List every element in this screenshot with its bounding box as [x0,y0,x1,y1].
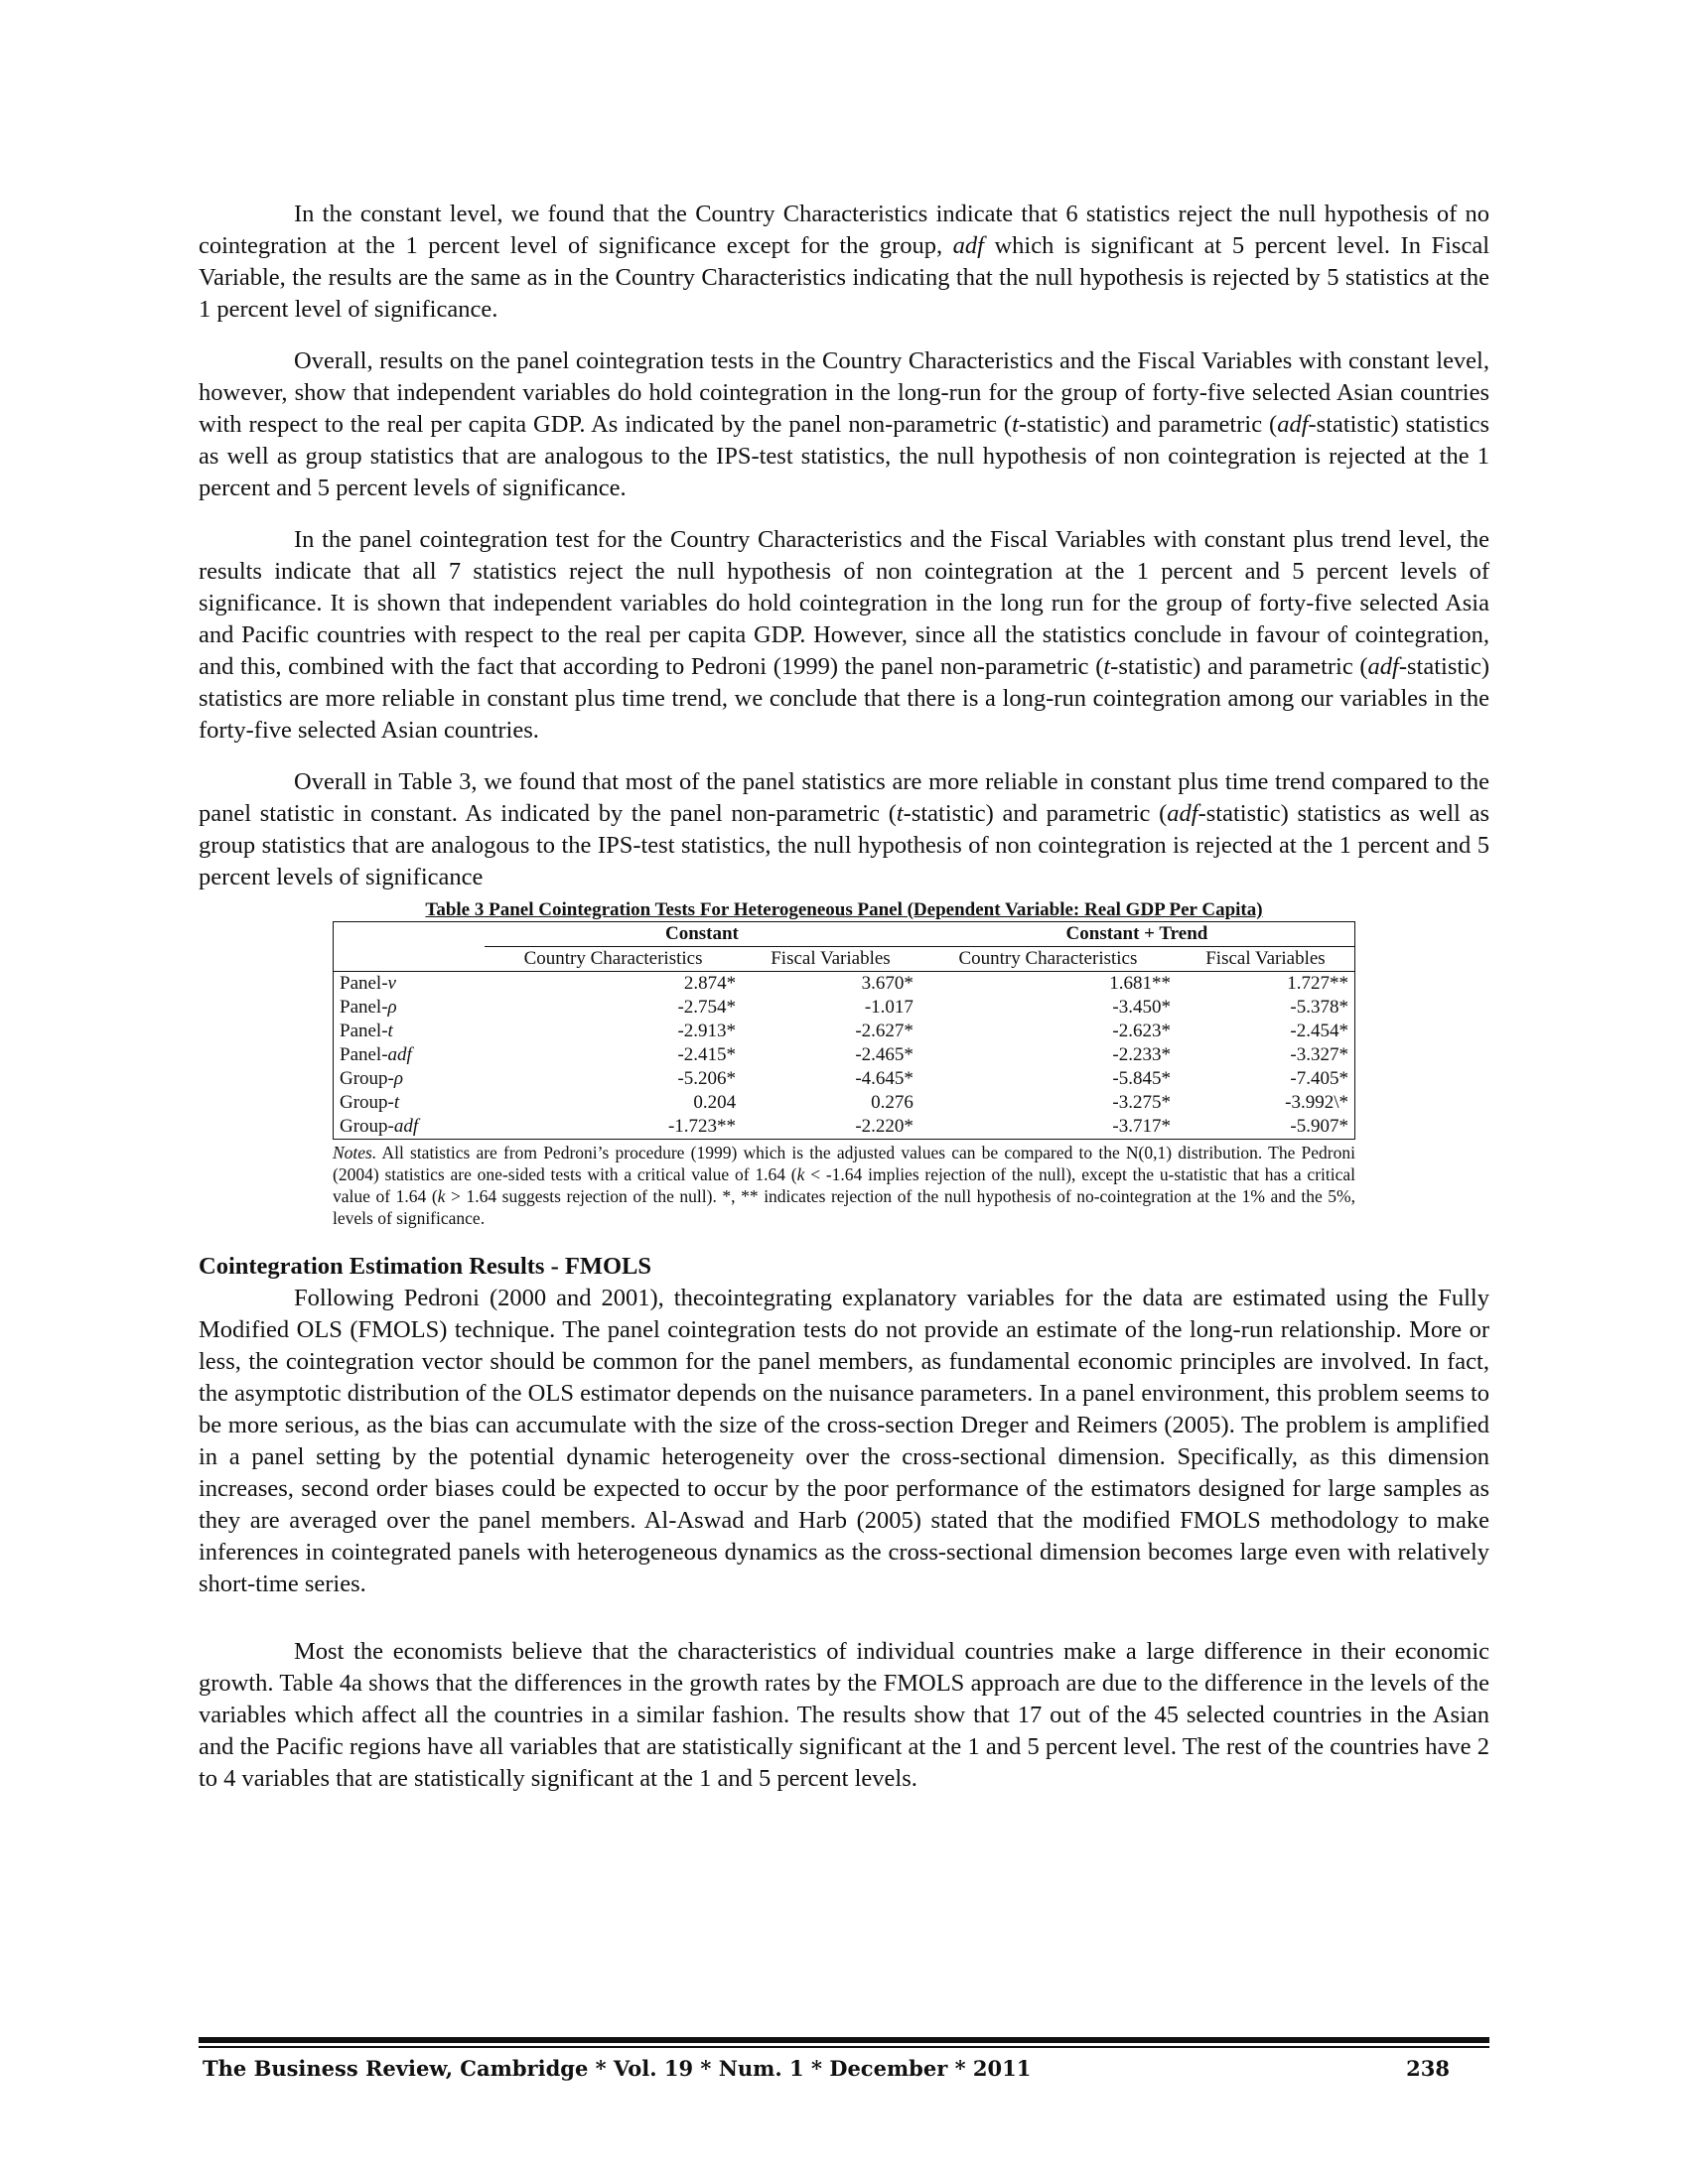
table-cell: 0.276 [871,1092,914,1113]
page-footer [199,2037,1489,2081]
journal-citation: The Business Review, Cambridge * Vol. 19 * Num. 1 * December * 2011 [203,2056,1032,2081]
table-cell: -4.645* [855,1068,914,1089]
cointegration-table [333,921,1355,1140]
table-row [334,1091,1355,1115]
table-cell: -3.992\* [1177,1091,1355,1115]
table-row [334,972,1355,997]
table-row [334,1043,1355,1067]
table-cell: -2.627* [855,1021,914,1041]
paragraph-2: Overall, results on the panel cointegration tests in the Country Characteristics and the Fiscal Variables with constant level, however, show that independent variables do hold cointegration in the long-run for the group of forty-five selected Asian countries with respect to the real per capita GDP. As indicated by the panel non-parametric (t-statistic) and parametric (adf-statistic) statistics as well as group statistics that are analogous to the IPS-test statistics, the null hypothesis of non cointegration is rejected at the 1 percent and 5 percent levels of significance. [199,347,1490,501]
group-header-constant-trend: Constant + Trend [919,922,1355,947]
group-header-constant: Constant [485,922,919,947]
sub-header: Country Characteristics [485,947,742,972]
table-row [334,1067,1355,1091]
table-cell: -2.465* [855,1044,914,1065]
table-cell: 3.670* [861,973,914,994]
table-cell: -2.913* [677,1021,737,1041]
footer-rule-thick [199,2037,1489,2043]
table-cell: -3.327* [1177,1043,1355,1067]
table-cell: -2.415* [677,1044,737,1065]
table-notes: Notes. All statistics are from Pedroni’s procedure (1999) which is the adjusted values can be compared to the N(0,1) distribution. The Pedroni (2004) statistics are one-sided tests with a critical value of 1.64 (k < -1.64 implies rejection of the null), except the u-statistic that has a critical value of 1.64 (k > 1.64 suggests rejection of the null). *, ** indicates rejection of the null hypothesis of no-cointegration at the 1% and the 5%, levels of significance. [333,1143,1356,1228]
table-cell: -3.275* [1112,1092,1171,1113]
sub-header: Country Characteristics [919,947,1177,972]
table-cell: -2.454* [1177,1020,1355,1043]
table-cell: -7.405* [1177,1067,1355,1091]
table-cell: -2.754* [677,997,737,1018]
row-label: Group-t [334,1091,486,1115]
row-label: Panel-adf [334,1043,486,1067]
table-group-header-row [334,922,1355,947]
table-row [334,1115,1355,1140]
table-cell: 0.204 [693,1092,737,1113]
table-cell: -1.723** [485,1115,742,1140]
table-cell: -2.220* [742,1115,919,1140]
table-sub-header-row [334,947,1355,972]
row-label: Panel-t [334,1020,486,1043]
table-cell: 2.874* [683,973,737,994]
sub-header: Fiscal Variables [1177,947,1355,972]
row-label: Panel-v [334,972,486,997]
footer-rule-thin [199,2046,1489,2048]
table-cell: -5.206* [677,1068,737,1089]
paragraph-3: In the panel cointegration test for the Country Characteristics and the Fiscal Variables with constant plus trend level, the results indicate that all 7 statistics reject the null hypothesis of non cointegration at the 1 percent and 5 percent levels of significance. It is shown that independent variables do hold cointegration in the long run for the group of forty-five selected Asia and Pacific countries with respect to the real per capita GDP. However, since all the statistics conclude in favour of cointegration, and this, combined with the fact that according to Pedroni (1999) the panel non-parametric (t-statistic) and parametric (adf-statistic) statistics are more reliable in constant plus time trend, we conclude that there is a long-run cointegration among our variables in the forty-five selected Asian countries. [199,526,1490,744]
table-row [334,996,1355,1020]
table-cell: 1.727** [1177,972,1355,997]
table-row [334,1020,1355,1043]
section-heading: Cointegration Estimation Results - FMOLS [199,1253,651,1280]
paragraph-6: Most the economists believe that the characteristics of individual countries make a large difference in their economic growth. Table 4a shows that the differences in the growth rates by the FMOLS approach are due to the difference in the levels of the variables which affect all the countries in a similar fashion. The results show that 17 out of the 45 selected countries in the Asian and the Pacific regions have all variables that are statistically significant at the 1 and 5 percent level. The rest of the countries have 2 to 4 variables that are statistically significant at the 1 and 5 percent levels. [199,1638,1489,1792]
row-label: Group-ρ [334,1067,486,1091]
table-cell: -1.017 [864,997,914,1018]
table-cell: -5.845* [1112,1068,1171,1089]
table-cell: -5.907* [1177,1115,1355,1140]
page-content [199,199,1489,1815]
table-title: Table 3 Panel Cointegration Tests For Heterogeneous Panel (Dependent Variable: Real GDP Per Capita) [425,899,1263,920]
paragraph-4: Overall in Table 3, we found that most of the panel statistics are more reliable in constant plus time trend compared to the panel statistic in constant. As indicated by the panel non-parametric (t-statistic) and parametric (adf-statistic) statistics as well as group statistics that are analogous to the IPS-test statistics, the null hypothesis of non cointegration is rejected at the 1 percent and 5 percent levels of significance [199,768,1489,890]
table-cell: -5.378* [1177,996,1355,1020]
table-cell: -3.450* [1112,997,1171,1018]
table-cell: -2.233* [1112,1044,1171,1065]
row-label: Group-adf [334,1115,486,1140]
table-cell: 1.681** [1109,973,1171,994]
table-cell: -2.623* [1112,1021,1171,1041]
paragraph-1: In the constant level, we found that the Country Characteristics indicate that 6 statistics reject the null hypothesis of no cointegration at the 1 percent level of significance except for the group, adf which is significant at 5 percent level. In Fiscal Variable, the results are the same as in the Country Characteristics indicating that the null hypothesis is rejected by 5 statistics at the 1 percent level of significance. [199,201,1489,323]
page-number: 238 [1406,2056,1450,2081]
paragraph-5: Following Pedroni (2000 and 2001), thecointegrating explanatory variables for the data are estimated using the Fully Modified OLS (FMOLS) technique. The panel cointegration tests do not provide an estimate of the long-run relationship. More or less, the cointegration vector should be common for the panel members, as fundamental economic principles are involved. In fact, the asymptotic distribution of the OLS estimator depends on the nuisance parameters. In a panel environment, this problem seems to be more serious, as the bias can accumulate with the size of the cross-section Dreger and Reimers (2005). The problem is amplified in a panel setting by the potential dynamic heterogeneity over the cross-sectional dimension. Specifically, as this dimension increases, second order biases could be expected to occur by the poor performance of the estimators designed for large samples as they are averaged over the panel members. Al-Aswad and Harb (2005) stated that the modified FMOLS methodology to make inferences in cointegrated panels with heterogeneous dynamics as the cross-sectional dimension becomes large even with relatively short-time series. [199,1285,1489,1597]
row-label: Panel-ρ [334,996,486,1020]
sub-header: Fiscal Variables [742,947,919,972]
table-cell: -3.717* [919,1115,1177,1140]
